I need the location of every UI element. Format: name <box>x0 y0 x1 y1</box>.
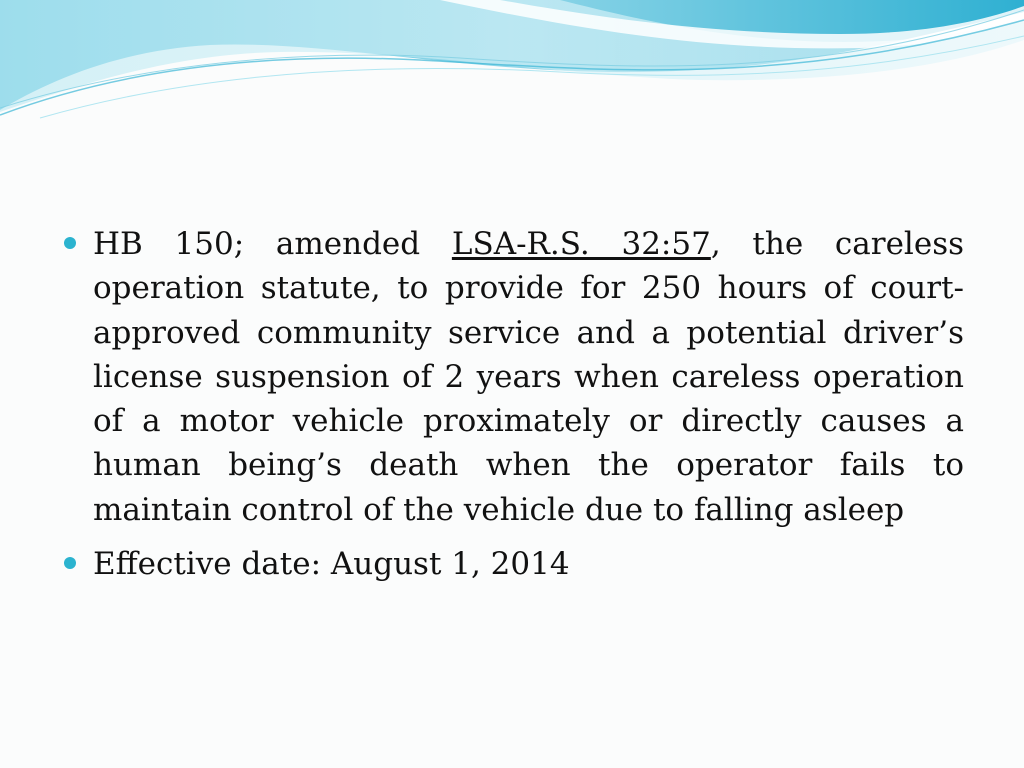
bullet-list <box>62 222 964 586</box>
bullet-dot-icon <box>64 557 76 569</box>
bullet-text-prefix: HB 150; amended <box>93 226 452 262</box>
wave-header-decoration <box>0 0 1024 130</box>
effective-date-text: Effective date: August 1, 2014 <box>93 546 570 583</box>
bullet-dot-icon <box>64 237 76 249</box>
slide-body <box>62 222 964 596</box>
bullet-text-suffix: , the careless operation statute, to provide for 250 hours of court-approved community service and a potential driver’s license suspension of 2 years when careless operation of a motor vehicle proximately or directly causes a human being’s death when the operator fails to maintain control of the vehicle due to falling asleep <box>93 226 965 528</box>
bullet-item-bill <box>62 222 964 532</box>
statute-link[interactable]: LSA-R.S. 32:57 <box>451 226 711 262</box>
bullet-item-effective-date <box>62 542 964 586</box>
